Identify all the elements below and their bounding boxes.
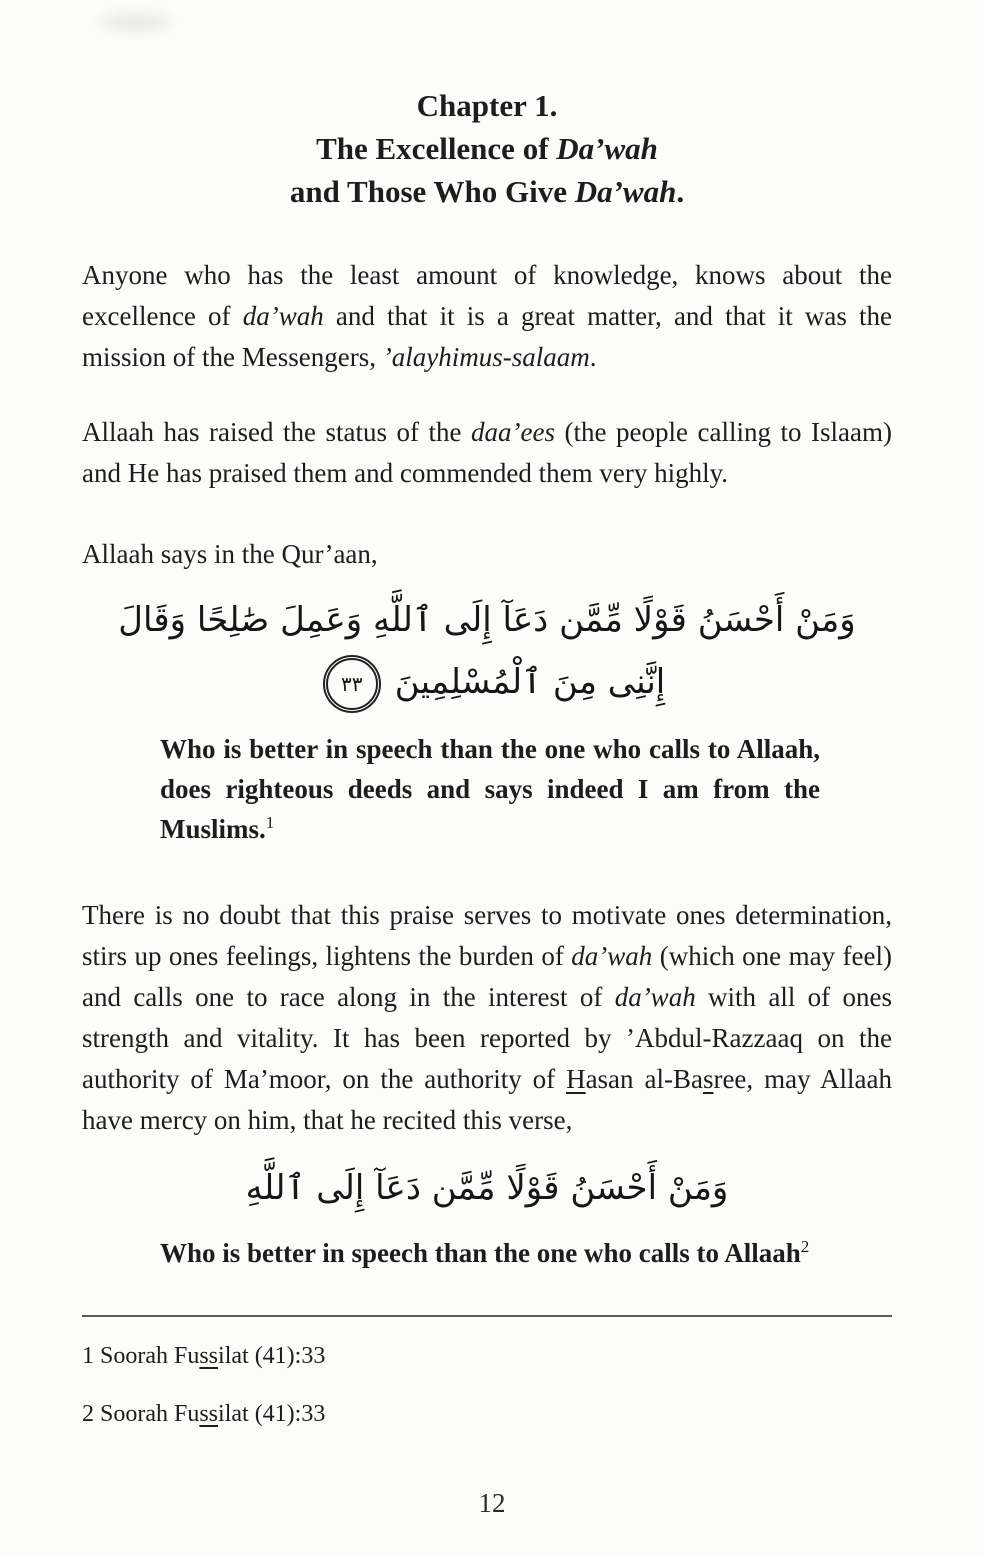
ayah-number-medallion: ٣٣	[323, 655, 381, 713]
quran-verse-1-line1: وَمَنْ أَحْسَنُ قَوْلًا مِّمَّن دَعَآ إِلَى ٱللَّهِ وَعَمِلَ صَٰلِحًا وَقَالَ	[118, 600, 856, 640]
chapter-title-line3: and Those Who Give Da’wah.	[289, 174, 685, 209]
page-number: 12	[478, 1488, 506, 1518]
quran-verse-arabic-2	[82, 1157, 892, 1219]
quran-verse-1-line2: إِنَّنِى مِنَ ٱلْمُسْلِمِينَ	[394, 662, 666, 702]
paragraph-intro: Anyone who has the least amount of knowledge, knows about the excellence of da’wah and that it is a great matter, and that it was the mission of the Messengers, ’alayhimus-salaam.	[82, 260, 892, 372]
footnote-2: 2 Soorah Fussilat (41):33	[82, 1401, 326, 1427]
quran-verse-arabic-1	[82, 589, 892, 713]
paragraph-allaah-says: Allaah says in the Qur’aan,	[82, 539, 378, 569]
verse-translation-1: Who is better in speech than the one who calls to Allaah, does righteous deeds and says indeed I am from the Muslims.$^1$	[160, 734, 820, 844]
chapter-title	[82, 84, 892, 213]
footnote-1: 1 Soorah Fussilat (41):33	[82, 1343, 326, 1369]
quran-verse-2-line1: وَمَنْ أَحْسَنُ قَوْلًا مِّمَّن دَعَآ إِلَى ٱللَّهِ	[245, 1168, 729, 1208]
verse-translation-2: Who is better in speech than the one who calls to Allaah$^2$	[160, 1237, 810, 1268]
paragraph-praise-motivates: There is no doubt that this praise serves to motivate ones determination, stirs up ones feelings, lightens the burden of da’wah (which one may feel) and calls one to race along in the interest of da’wah with all of ones strength and vitality. It has been reported by ’Abdul-Razzaaq on the authority of Ma’moor, on the authority of Hasan al-Basree, may Allaah have mercy on him, that he recited this verse,	[82, 900, 892, 1135]
chapter-title-line1: Chapter 1.	[416, 88, 558, 123]
footnote-separator-rule	[82, 1315, 892, 1317]
footnote-ref-2: 2	[800, 1237, 810, 1256]
scan-smudge	[100, 14, 170, 30]
footnote-ref-1: 1	[265, 813, 275, 832]
paragraph-status-of-daaees: Allaah has raised the status of the daa’ees (the people calling to Islaam) and He has praised them and commended them very highly.	[82, 417, 892, 488]
chapter-title-line2: The Excellence of Da’wah	[316, 131, 658, 166]
